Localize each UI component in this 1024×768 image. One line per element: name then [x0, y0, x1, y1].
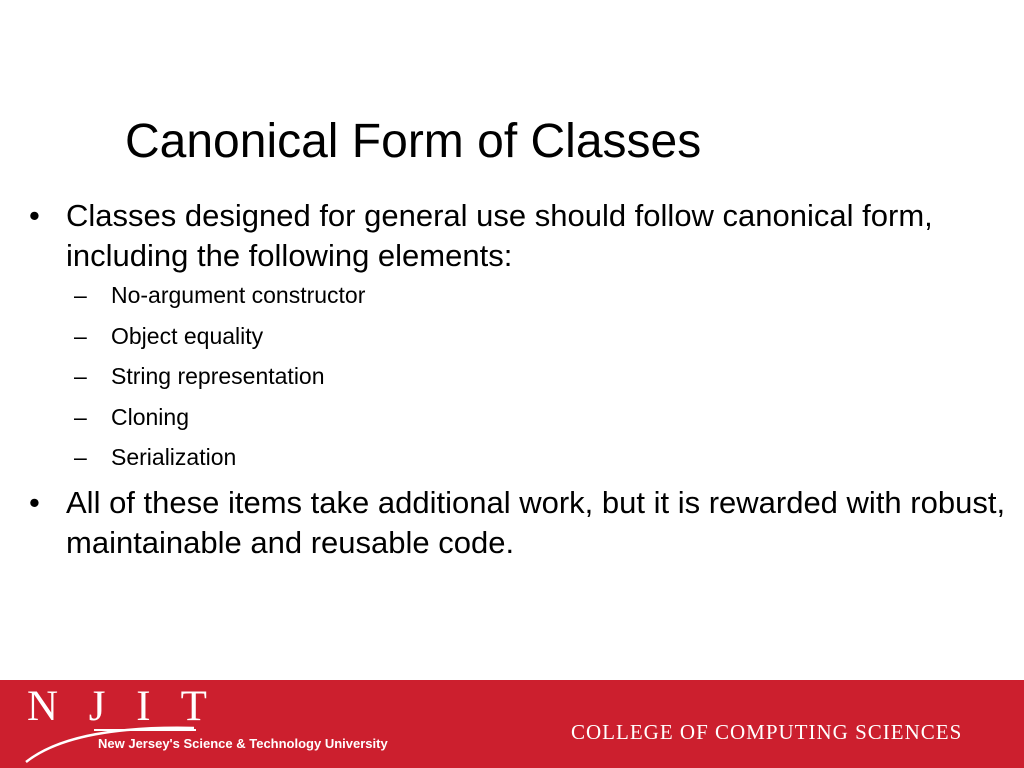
sub-bullet-item — [26, 321, 1006, 351]
sub-bullet-item — [26, 280, 1006, 310]
sub-bullet-text: Object equality — [111, 322, 264, 349]
college-name: COLLEGE OF COMPUTING SCIENCES — [571, 720, 963, 744]
sub-bullet-symbol: – — [74, 444, 87, 470]
bullet-text: All of these items take additional work, but it is rewarded with robust, maintainable and reusable code. — [66, 484, 1006, 560]
bullet-text: Classes designed for general use should follow canonical form, including the following elements: — [66, 198, 933, 273]
sub-bullet-symbol: – — [74, 403, 87, 430]
slide-body — [26, 196, 1006, 567]
sub-bullet-text: Cloning — [111, 403, 189, 430]
sub-bullet-item — [26, 361, 1006, 391]
sub-bullet-symbol: – — [74, 363, 87, 389]
sub-bullet-symbol: – — [74, 322, 87, 349]
university-tagline: New Jersey's Science & Technology University — [98, 736, 388, 751]
bullet-symbol: • — [29, 484, 40, 520]
sub-bullet-item — [26, 442, 1006, 472]
njit-logo-text: N J I T — [27, 683, 217, 730]
bullet-symbol: • — [29, 198, 40, 233]
sub-bullet-text: String representation — [111, 363, 325, 389]
bullet-item — [26, 196, 1006, 276]
sub-bullet-item — [26, 402, 1006, 432]
sub-bullet-text: Serialization — [111, 444, 237, 470]
slide-title: Canonical Form of Classes — [125, 115, 702, 168]
sub-bullet-list — [26, 280, 1006, 472]
sub-bullet-text: No-argument constructor — [111, 282, 366, 308]
sub-bullet-symbol: – — [74, 282, 87, 308]
bullet-item — [26, 483, 1006, 563]
